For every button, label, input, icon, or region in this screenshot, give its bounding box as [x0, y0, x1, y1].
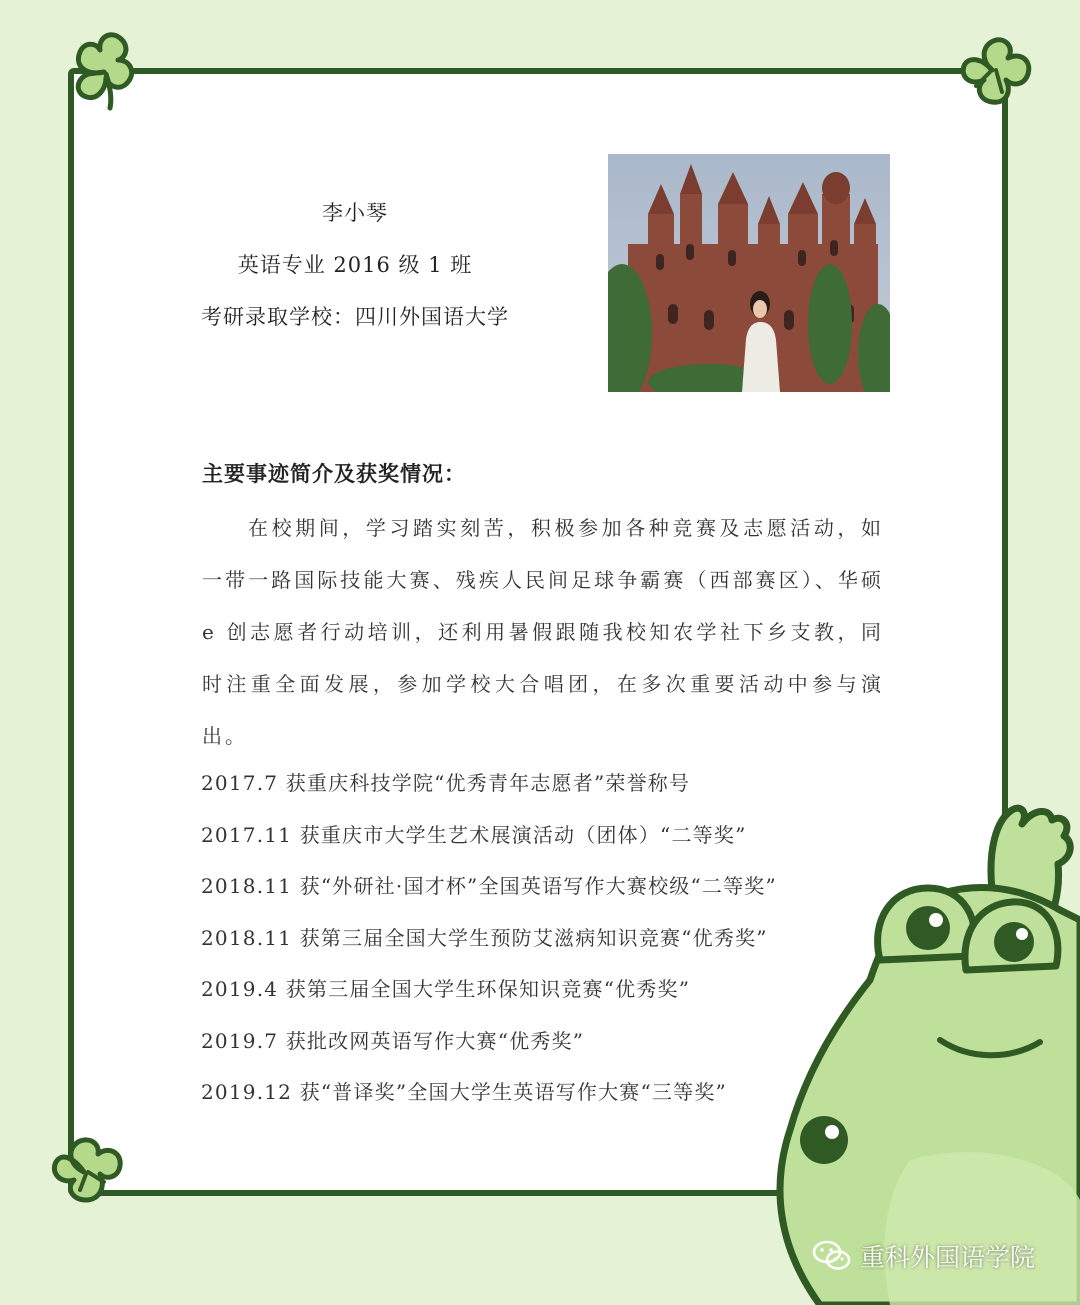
frog-illustration	[760, 780, 1080, 1305]
clover-icon	[950, 30, 1034, 110]
award-item: 2019.12 获“普译奖”全国大学生英语写作大赛“三等奖”	[201, 1080, 727, 1104]
student-photo	[608, 154, 890, 392]
wechat-icon	[812, 1239, 852, 1273]
section-title: 主要事迹简介及获奖情况：	[202, 461, 466, 486]
watermark-text: 重科外国语学院	[860, 1243, 1036, 1272]
student-class: 英语专业 2016 级 1 班	[237, 253, 473, 277]
wechat-watermark	[812, 1234, 1035, 1278]
intro-paragraph: 在校期间，学习踏实刻苦，积极参加各种竞赛及志愿活动，如一带一路国际技能大赛、残疾人民间足球争霸赛（西部赛区）、华硕 e 创志愿者行动培训，还利用暑假跟随我校知农学社下乡支教，同时注重全面发展，参加学校大合唱团，在多次重要活动中参与演出。	[202, 516, 884, 748]
award-item: 2017.7 获重庆科技学院“优秀青年志愿者”荣誉称号	[201, 771, 691, 795]
clover-icon	[66, 28, 142, 112]
admission-school: 考研录取学校：四川外国语大学	[201, 305, 509, 329]
award-item: 2018.11 获第三届全国大学生预防艾滋病知识竞赛“优秀奖”	[201, 925, 768, 950]
award-item: 2017.11 获重庆市大学生艺术展演活动（团体）“二等奖”	[201, 822, 747, 847]
award-item: 2019.4 获第三届全国大学生环保知识竞赛“优秀奖”	[201, 977, 691, 1001]
award-item: 2018.11 获“外研社·国才杯”全国英语写作大赛校级“二等奖”	[201, 874, 777, 898]
clover-icon	[44, 1130, 128, 1210]
award-item: 2019.7 获批改网英语写作大赛“优秀奖”	[201, 1028, 585, 1053]
student-name: 李小琴	[322, 201, 388, 225]
